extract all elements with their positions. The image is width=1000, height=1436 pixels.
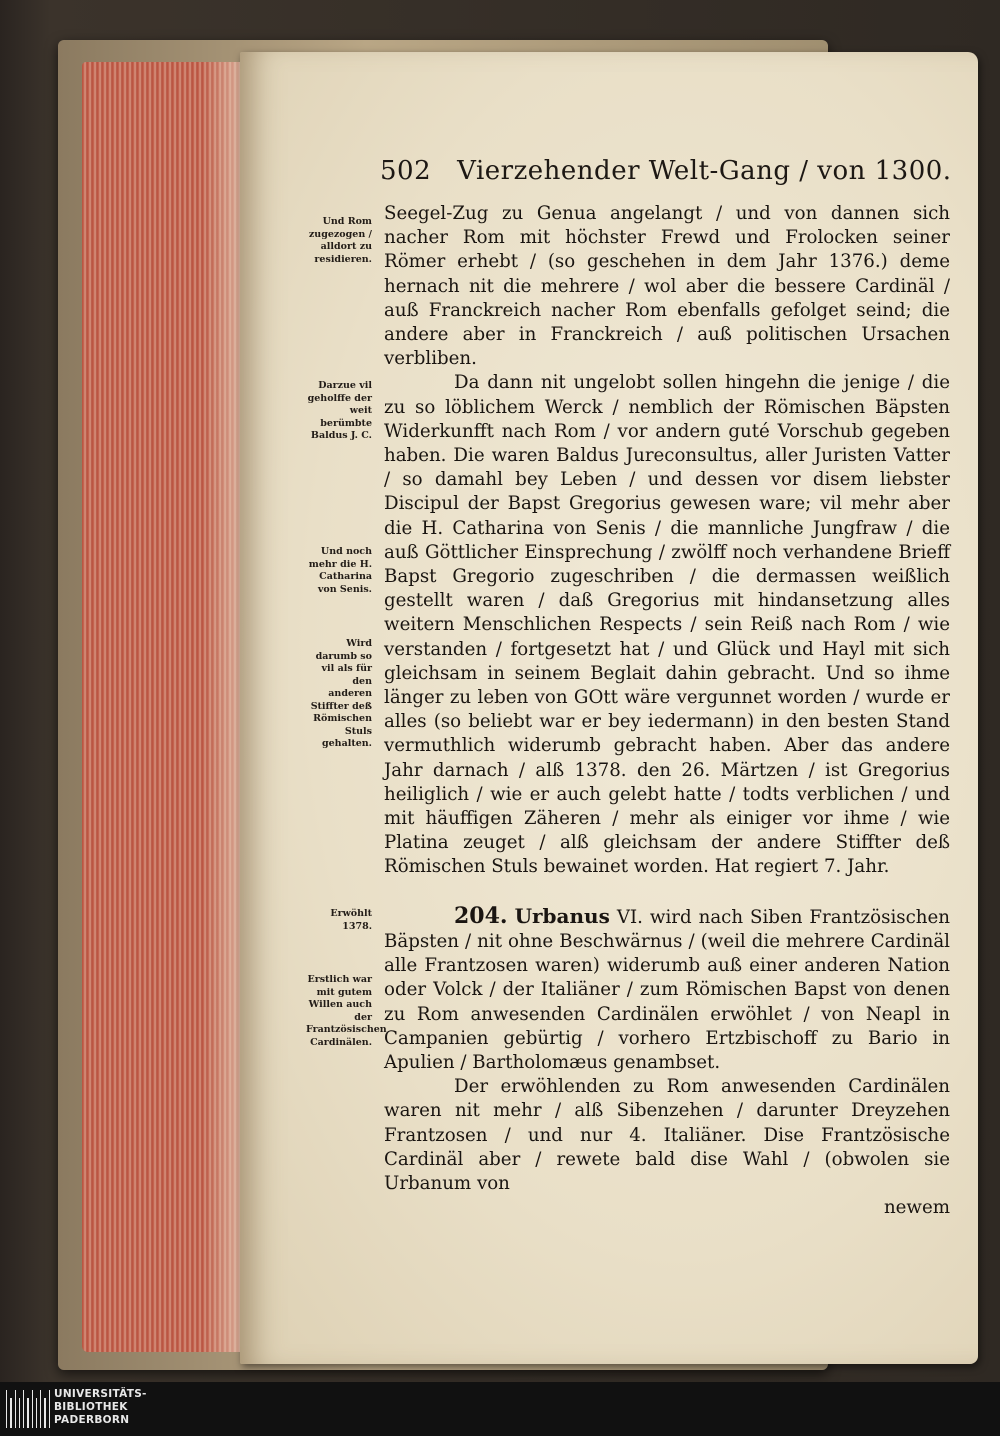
section-text: VI. wird nach Siben Frantzösischen Bäpsten / nit ohne Beschwärnus / (weil die mehrere Cardinäl alle Frantzosen waren) widerumb auß einer anderen Nation oder Volck / der Italiäner / zum Römischen Bapst von denen zu Rom anwesenden Cardinälen erwöhlet / von Neapl in Campanien gebürtig / vorhero Ertzbischoff zu Bario in Apulien / Bartholomæus genambset. [384, 906, 950, 1073]
library-name-line-2: BIBLIOTHEK [54, 1401, 128, 1413]
library-logo-icon [6, 1390, 50, 1428]
library-name [54, 1388, 147, 1427]
margin-note-2: Darzue vil geholffe der weit berümbte Baldus J. C. [307, 380, 372, 441]
paragraph-3: Der erwöhlenden zu Rom anwesenden Cardinälen waren nit mehr / alß Sibenzehen / darunter Dreyzehen Frantzosen / und nur 4. Italiäner. Dise Frantzösische Cardinäl aber / rewete bald dise Wahl / (obwolen sie Urbanum von [384, 1076, 950, 1194]
margin-note-5: Erwöhlt 1378. [330, 908, 372, 932]
running-head-title: Vierzehender Welt-Gang / von 1300. [457, 156, 952, 186]
section-name: Urbanus [514, 903, 610, 928]
page-body [384, 202, 950, 1220]
catchword: newem [883, 1197, 950, 1219]
section-204 [384, 904, 950, 1075]
section-number: 204. [454, 902, 508, 929]
paragraph-2: Da dann nit ungelobt sollen hingehn die jenige / die zu so löblichem Werck / nemblich der Römischen Bäpsten Widerkunfft nach Rom / vor andern guté Vorschub gegeben haben. Die waren Baldus Jureconsultus, aller Juristen Vatter / so damahl bey Leben / und dessen vor disem liebster Discipul der Bapst Gregorius gewesen ware; vil mehr aber die H. Catharina von Senis / die mannliche Jungfraw / die auß Göttlicher Einsprechung / zwölff noch verhandene Brieff Bapst Gregorio zugeschriben / die dermassen weißlich gestellt waren / daß Gregorius mit hindansetzung alles weitern Menschlichen Respects / sein Reiß nach Rom / wie verstanden / fortgesetzt hat / und Glück und Hayl mit sich gleichsam in seinem Beglait dahin gebracht. Und so ihme länger zu leben von GOtt wäre vergunnet worden / wurde er alles (so beliebt war er bey iedermann) in den besten Stand vermuthlich widerumb gebracht haben. Aber das andere Jahr darnach / alß 1378. den 26. Märtzen / ist Gregorius heiliglich / wie er auch gelebt hatte / todts verblichen / und mit häuffigen Zäheren / mehr als einiger vor ihme / wie Platina zeuget / alß gleichsam der andere Stiffter deß Römischen Stuls bewainet worden. Hat regiert 7. Jahr. [384, 372, 950, 878]
book-page [240, 52, 978, 1364]
library-name-line-1: UNIVERSITÄTS- [54, 1388, 147, 1400]
library-name-line-3: PADERBORN [54, 1414, 130, 1426]
margin-note-6: Erstlich war mit gutem Willen auch der Frantzösischen Cardinälen. [306, 974, 387, 1048]
margin-note-4: Wird darumb so vil als für den anderen Stiffter deß Römischen Stuls gehalten. [310, 638, 372, 749]
margin-note-3: Und noch mehr die H. Catharina von Senis. [308, 546, 372, 595]
running-head [380, 156, 952, 186]
page-edges [82, 62, 262, 1352]
page-number: 502 [380, 156, 432, 186]
library-footer [0, 1382, 1000, 1436]
paragraph-1: Seegel-Zug zu Genua angelangt / und von dannen sich nacher Rom mit höchster Frewd und Frolocken seiner Römer erhebt / (so geschehen in dem Jahr 1376.) deme hernach nit die mehrere / wol aber die bessere Cardinäl / auß Franckreich nacher Rom ebenfalls gefolget seind; die andere aber in Franckreich / auß politischen Ursachen verbliben. [384, 203, 950, 370]
margin-note-1: Und Rom zugezogen / alldort zu residieren. [308, 216, 372, 265]
